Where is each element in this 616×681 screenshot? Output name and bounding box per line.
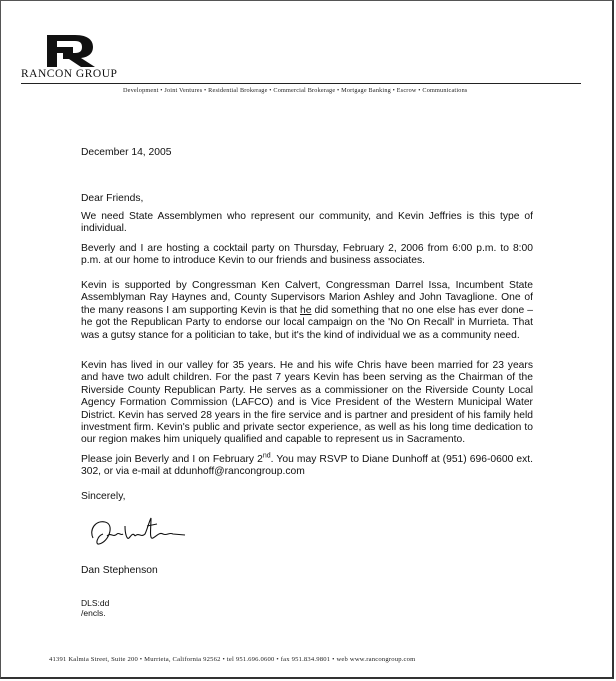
paragraph-5 xyxy=(81,454,533,479)
paragraph-5-part-a: Please join Beverly and I on February 2 xyxy=(81,454,263,465)
footer-address: 41391 Kalmia Street, Suite 200 • Murrieta, California 92562 • tel 951.696.0600 • fax 951.834.9801 • web www.rancongroup.com xyxy=(49,656,416,663)
paragraph-3-underlined: he xyxy=(300,304,312,316)
letter-date: December 14, 2005 xyxy=(81,147,172,158)
reference-initials: DLS:dd xyxy=(81,598,110,608)
signer-name: Dan Stephenson xyxy=(81,565,158,576)
paragraph-5-superscript: nd xyxy=(262,452,271,460)
salutation: Dear Friends, xyxy=(81,193,144,204)
services-line: Development • Joint Ventures • Residential Brokerage • Commercial Brokerage • Mortgage Banking • Escrow • Communications xyxy=(123,87,468,94)
paragraph-3-part-a: Kevin is supported by Congressman Ken Calvert, Congressman Darrel Issa, Incumbent State Assemblyman Ray Haynes and, County Supervisors Marion Ashley and John Tavaglione. One of the many reasons I am supporting Kevin is that xyxy=(81,280,533,316)
paragraph-3 xyxy=(81,280,533,342)
paragraph-1: We need State Assemblymen who represent our community, and Kevin Jeffries is this type of individual. xyxy=(81,211,533,235)
enclosures-note: /encls. xyxy=(81,608,106,618)
rancon-logo-icon xyxy=(45,33,97,69)
letterhead-rule xyxy=(21,83,581,84)
paragraph-5-part-b: . You may RSVP to Diane Dunhoff at (951) 696-0600 ext. 302, or via e-mail at ddunhoff@rancongroup.com xyxy=(81,454,533,478)
closing: Sincerely, xyxy=(81,491,126,502)
paragraph-2: Beverly and I are hosting a cocktail party on Thursday, February 2, 2006 from 6:00 p.m. to 8:00 p.m. at our home to introduce Kevin to our friends and business associates. xyxy=(81,243,533,267)
paragraph-4: Kevin has lived in our valley for 35 years. He and his wife Chris have been married for 23 years and have two adult children. For the past 7 years Kevin has been serving as the Chairman of the Riverside County Republican Party. He serves as a commissioner on the Riverside County Local Agency Formation Commission (LAFCO) and is Vice President of the Western Municipal Water District. Kevin has served 28 years in the fire service and is partner and president of his family held investment firm. Kevin's public and private sector experience, as well as his long time dedication to our region makes him uniquely qualified and capable to represent us in Sacramento. xyxy=(81,360,533,446)
signature-icon xyxy=(85,508,195,556)
paragraph-3-part-b: did something that no one else has ever done – he got the Republican Party to endorse our local campaign on the 'No On Recall' in Murrieta. That was a gutsy stance for a politician to take, but it's the kind of individual we as a community need. xyxy=(81,304,533,341)
company-name: RANCON GROUP xyxy=(21,68,118,80)
